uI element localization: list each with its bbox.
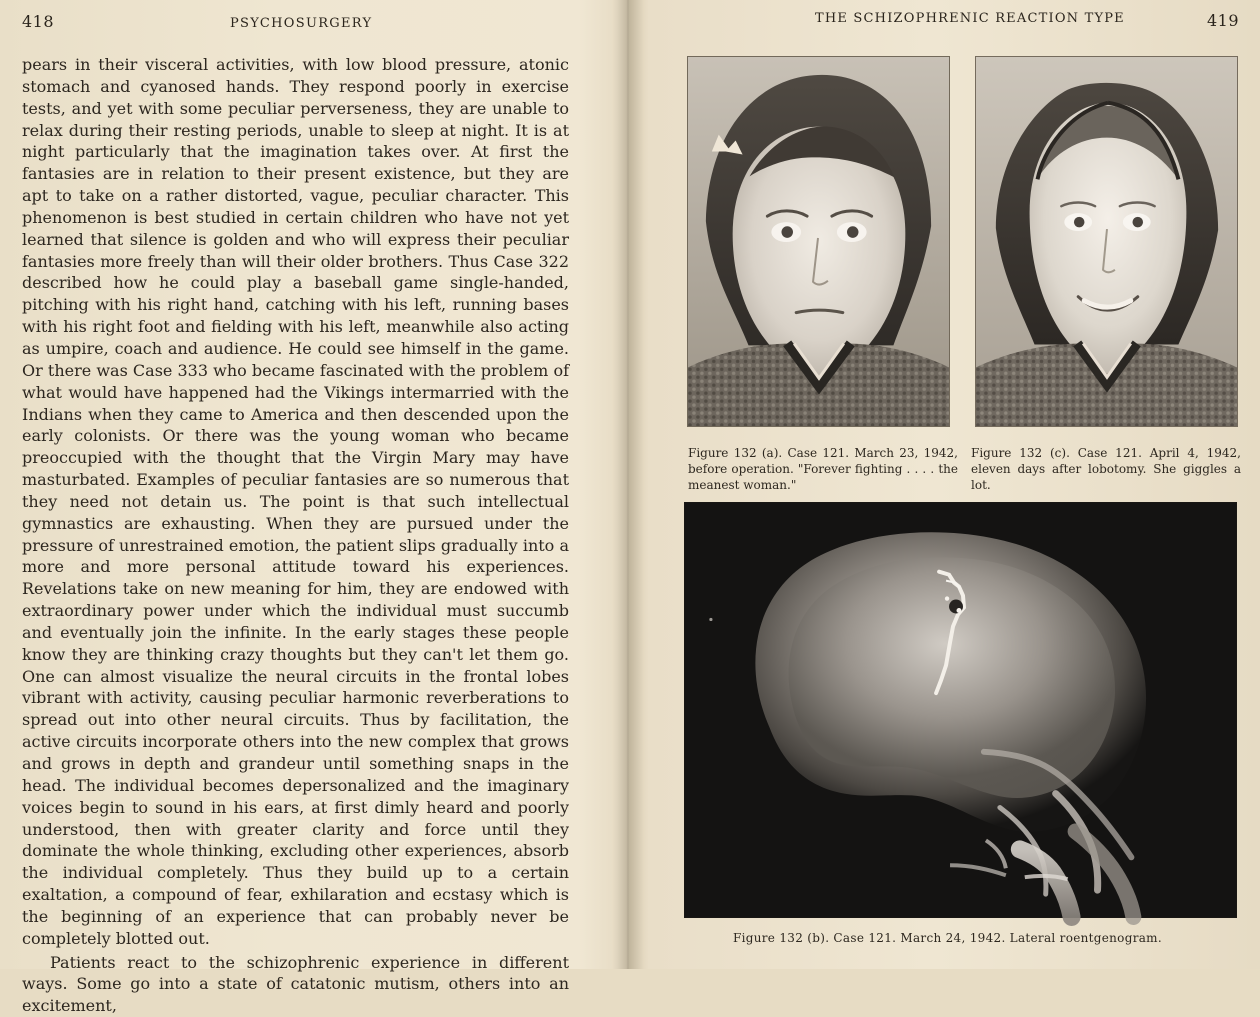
right-page [635,0,1260,969]
figure-132b-xray [684,502,1237,918]
figure-132c-portrait-after [975,56,1238,427]
left-running-head: PSYCHOSURGERY [230,16,373,31]
body-paragraph-2: Patients react to the schizophrenic experience in different ways. Some go into a state of catatonic mutism, others into an excitement, [22,952,569,1016]
right-running-head: THE SCHIZOPHRENIC REACTION TYPE [815,11,1125,26]
left-body-text [22,54,569,1017]
figure-132a-portrait-before [687,56,950,427]
left-page [0,0,625,1016]
body-paragraph-1: pears in their visceral activities, with low blood pressure, atonic stomach and cyanosed hands. They respond poorly in exercise tests, and yet with some peculiar perverseness, they are unable to relax during their resting periods, unable to sleep at night. It is at night particularly that the imagination takes over. At first the fantasies are in relation to their present existence, but they are apt to take on a rather distorted, vague, peculiar character. This phenomenon is best studied in certain children who have not yet learned that silence is golden and who will express their peculiar fantasies more freely than will their older brothers. Thus Case 322 described how he could play a baseball game single-handed, pitching with his right hand, catching with his left, running bases with his right foot and fielding with his left, meanwhile also acting as umpire, coach and audience. He could see himself in the game. Or there was Case 333 who became fascinated with the problem of what would have happened had the Vikings intermarried with the Indians when they came to America and then descended upon the early colonists. Or there was the young woman who became preoccupied with the thought that the Virgin Mary may have masturbated. Examples of peculiar fantasies are so numerous that they need not detain us. The point is that such intellectual gymnastics are exhausting. When they are pursued under the pressure of unrestrained emotion, the patient slips gradually into a more and more personal attitude toward his experiences. Revelations take on new meaning for him, they are endowed with extraordinary power under which the individual must succumb and eventually join the infinite. In the early stages these people know they are thinking crazy thoughts but they can't let them go. One can almost visualize the neural circuits in the frontal lobes vibrant with activity, causing peculiar harmonic reverberations to spread out into other neural circuits. Thus by facilitation, the active circuits incorporate others into the new complex that grows and grows in depth and grandeur until something snaps in the head. The individual becomes depersonalized and the imaginary voices begin to sound in his ears, at first dimly heard and poorly understood, then with greater clarity and force until they dominate the whole thinking, excluding other experiences, absorb the individual completely. Thus they build up to a certain exaltation, a compound of fear, exhilaration and ecstasy which is the beginning of an experience that can probably never be completely blotted out. [22,55,569,948]
left-page-number: 418 [22,12,55,31]
right-page-number: 419 [1207,11,1240,30]
figure-132b-caption: Figure 132 (b). Case 121. March 24, 1942. Lateral roentgenogram. [733,931,1162,945]
figure-132c-caption: Figure 132 (c). Case 121. April 4, 1942, eleven days after lobotomy. She giggles a lot. [971,446,1241,492]
figure-132a-caption: Figure 132 (a). Case 121. March 23, 1942, before operation. "Forever fighting . . . . the meanest woman." [688,446,958,492]
